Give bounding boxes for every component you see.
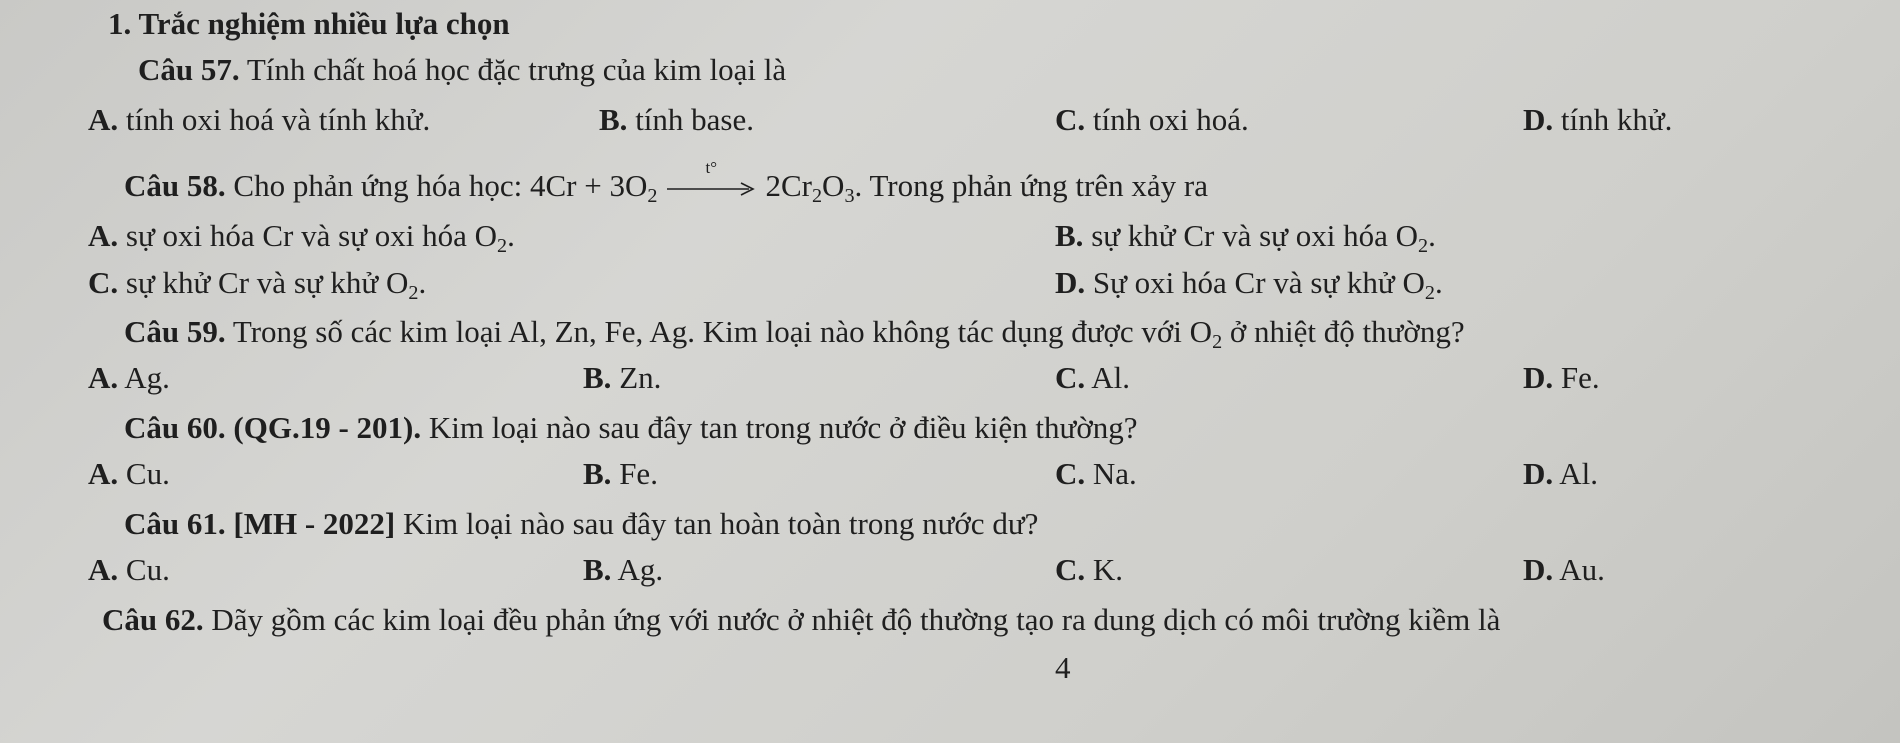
option-label: D.: [1523, 360, 1554, 395]
q58-option-b: [1055, 218, 1436, 258]
q60-option-b: [583, 458, 658, 489]
q57-option-d-text: tính khử.: [1560, 102, 1673, 137]
question-57-label: Câu 57.: [138, 52, 240, 87]
subscript: 2: [1424, 282, 1435, 305]
option-label: A.: [88, 102, 119, 137]
question-58: [124, 157, 1208, 208]
option-label: A.: [88, 360, 119, 395]
option-label: C.: [88, 265, 119, 300]
question-59: [124, 314, 1465, 354]
question-59-text: Trong số các kim loại Al, Zn, Fe, Ag. Kim loại nào không tác dụng được với O: [232, 314, 1213, 349]
option-label: B.: [583, 360, 612, 395]
q60-option-a: [88, 458, 170, 489]
q57-option-a-text: tính oxi hoá và tính khử.: [125, 102, 431, 137]
q61-option-b-text: Ag.: [617, 552, 664, 587]
option-label: C.: [1055, 552, 1086, 587]
subscript: 2: [1212, 331, 1223, 354]
period: .: [1434, 265, 1443, 300]
question-61-text: Kim loại nào sau đây tan hoàn toàn trong nước dư?: [402, 506, 1039, 541]
option-label: D.: [1523, 552, 1554, 587]
q59-option-d: [1523, 362, 1600, 393]
q60-option-d: [1523, 458, 1598, 489]
question-60-label: Câu 60.: [124, 410, 226, 445]
question-62-label: Câu 62.: [102, 602, 204, 637]
q58-option-d-text: Sự oxi hóa Cr và sự khử O: [1092, 265, 1425, 300]
option-label: C.: [1055, 456, 1086, 491]
q61-option-d: [1523, 554, 1605, 585]
question-58-label: Câu 58.: [124, 168, 226, 203]
question-60-source: (QG.19 - 201).: [233, 410, 422, 445]
question-62: [102, 604, 1500, 635]
q58-option-c-text: sự khử Cr và sự khử O: [125, 265, 409, 300]
q58-option-a-text: sự oxi hóa Cr và sự oxi hóa O: [125, 218, 498, 253]
q58-option-a: [88, 218, 515, 258]
option-label: A.: [88, 456, 119, 491]
question-57-text: Tính chất hoá học đặc trưng của kim loại là: [246, 52, 787, 87]
subscript: 2: [408, 282, 419, 305]
question-61-source: [MH - 2022]: [233, 506, 396, 541]
q60-option-c-text: Na.: [1092, 456, 1137, 491]
reaction-condition: t°: [705, 157, 717, 177]
period: .: [507, 218, 515, 253]
q59-option-a: [88, 362, 170, 393]
question-59-label: Câu 59.: [124, 314, 226, 349]
q59-option-c: [1055, 362, 1130, 393]
period: .: [1428, 218, 1436, 253]
q59-option-d-text: Fe.: [1560, 360, 1600, 395]
option-label: D.: [1523, 102, 1554, 137]
question-60-text: Kim loại nào sau đây tan trong nước ở điều kiện thường?: [428, 410, 1138, 445]
option-label: A.: [88, 552, 119, 587]
option-label: B.: [1055, 218, 1084, 253]
reaction-product: 2Cr: [765, 168, 812, 203]
option-label: C.: [1055, 360, 1086, 395]
reaction-arrow: [667, 157, 755, 199]
reaction-product-o: O: [822, 168, 845, 203]
q57-option-b-text: tính base.: [635, 102, 754, 137]
q57-option-d: [1523, 104, 1672, 135]
q60-option-b-text: Fe.: [619, 456, 658, 491]
q58-option-b-text: sự khử Cr và sự oxi hóa O: [1091, 218, 1418, 253]
question-58-text-post: . Trong phản ứng trên xảy ra: [854, 168, 1208, 203]
option-label: B.: [583, 552, 612, 587]
section-title: 1. Trắc nghiệm nhiều lựa chọn: [108, 6, 510, 41]
subscript: 2: [811, 185, 823, 208]
subscript: 2: [497, 235, 508, 258]
q60-option-a-text: Cu.: [125, 456, 170, 491]
q61-option-b: [583, 554, 663, 585]
question-59-text-post: ở nhiệt độ thường?: [1222, 314, 1465, 349]
q61-option-a-text: Cu.: [125, 552, 170, 587]
q57-option-a: [88, 104, 430, 135]
q57-option-c: [1055, 104, 1249, 135]
q59-option-b-text: Zn.: [619, 360, 662, 395]
arrow-icon: [667, 179, 755, 199]
q61-option-c-text: K.: [1092, 552, 1124, 587]
q58-option-d: [1055, 265, 1443, 305]
q59-option-c-text: Al.: [1091, 360, 1130, 395]
q57-option-b: [599, 104, 754, 135]
subscript: 2: [647, 185, 658, 208]
question-57: [138, 54, 786, 85]
option-label: D.: [1523, 456, 1554, 491]
option-label: A.: [88, 218, 119, 253]
subscript: 3: [844, 185, 855, 208]
q61-option-a: [88, 554, 170, 585]
q61-option-d-text: Au.: [1559, 552, 1605, 587]
option-label: B.: [599, 102, 628, 137]
question-61: [124, 508, 1038, 539]
subscript: 2: [1418, 235, 1429, 258]
q59-option-b: [583, 362, 661, 393]
period: .: [418, 265, 427, 300]
option-label: C.: [1055, 102, 1086, 137]
question-61-label: Câu 61.: [124, 506, 226, 541]
question-60: [124, 412, 1138, 443]
option-label: D.: [1055, 265, 1086, 300]
q60-option-c: [1055, 458, 1137, 489]
option-label: B.: [583, 456, 612, 491]
question-58-text: Cho phản ứng hóa học: 4Cr + 3O: [233, 168, 648, 203]
q59-option-a-text: Ag.: [124, 360, 170, 395]
q61-option-c: [1055, 554, 1123, 585]
question-62-text: Dãy gồm các kim loại đều phản ứng với nước ở nhiệt độ thường tạo ra dung dịch có môi trường kiềm là: [211, 602, 1501, 637]
q57-option-c-text: tính oxi hoá.: [1092, 102, 1249, 137]
page-number: 4: [1055, 650, 1071, 685]
q60-option-d-text: Al.: [1559, 456, 1598, 491]
q58-option-c: [88, 265, 427, 305]
